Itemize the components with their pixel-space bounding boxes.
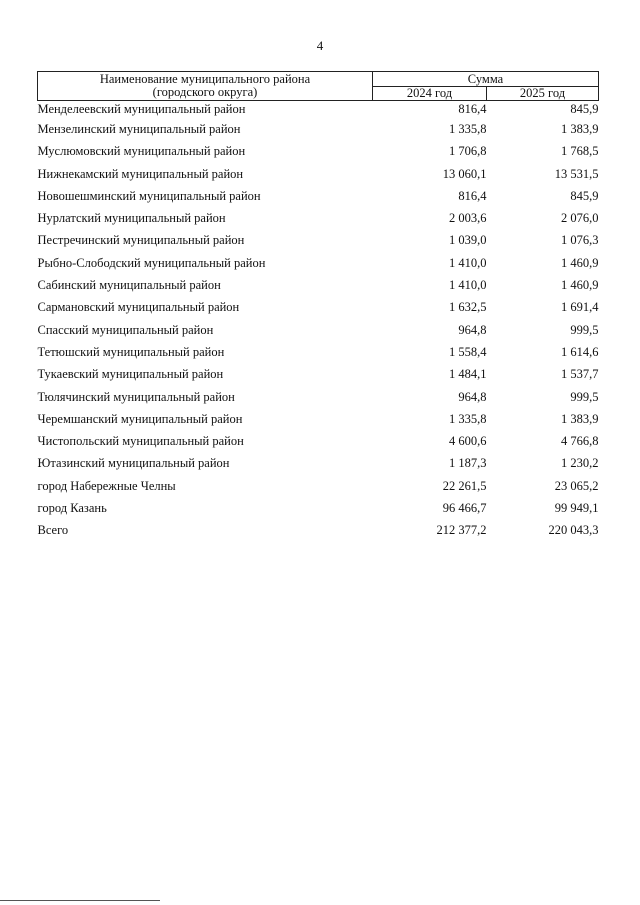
table-header xyxy=(38,72,599,101)
row-value-2025: 2 076,0 xyxy=(561,211,599,226)
row-name-cell: город Набережные Челны xyxy=(37,478,176,493)
row-value-2025: 1 383,9 xyxy=(561,411,599,426)
row-value-2025: 23 065,2 xyxy=(554,478,599,493)
page-number: 4 xyxy=(316,38,324,53)
row-value-2025: 1 768,5 xyxy=(561,144,599,159)
row-value-2025: 845,9 xyxy=(570,102,599,116)
row-value-2024: 1 335,8 xyxy=(449,122,487,136)
table-row xyxy=(38,212,599,234)
row-name-cell: Рыбно-Слободский муниципальный район xyxy=(37,255,266,270)
column-header-name xyxy=(38,72,373,101)
row-value-2024: 1 039,0 xyxy=(449,233,487,248)
row-value-2024: 96 466,7 xyxy=(442,501,487,516)
table-row xyxy=(38,301,599,323)
row-name-cell: Нурлатский муниципальный район xyxy=(37,211,226,226)
row-value-2024: 1 187,3 xyxy=(449,456,487,471)
row-value-2025: 4 766,8 xyxy=(561,434,599,449)
row-value-2024: 816,4 xyxy=(458,102,487,116)
table-row xyxy=(38,480,599,502)
row-name-cell: Всего xyxy=(37,523,69,538)
table-row xyxy=(38,123,599,145)
footer-rule xyxy=(0,900,160,901)
table-row xyxy=(38,324,599,346)
row-value-2025: 220 043,3 xyxy=(548,523,599,538)
row-value-2024: 1 706,8 xyxy=(449,144,487,159)
column-header-year-2024: 2024 год xyxy=(373,87,487,101)
table-row xyxy=(38,190,599,212)
table-row xyxy=(38,279,599,301)
table-row xyxy=(38,435,599,457)
row-value-2025: 999,5 xyxy=(570,322,599,337)
row-value-2024: 1 558,4 xyxy=(449,344,487,359)
row-name-cell: Сабинский муниципальный район xyxy=(37,278,221,293)
table-row xyxy=(38,368,599,390)
row-value-2025: 845,9 xyxy=(570,188,599,203)
row-name-cell: Ютазинский муниципальный район xyxy=(37,456,230,471)
table-row xyxy=(38,524,599,546)
table-row xyxy=(38,168,599,190)
row-name-cell: город Казань xyxy=(37,501,107,516)
row-value-2025: 999,5 xyxy=(570,389,599,404)
row-name-cell: Муслюмовский муниципальный район xyxy=(37,144,246,159)
table-row xyxy=(38,257,599,279)
table-row xyxy=(38,457,599,479)
row-value-2025: 1 537,7 xyxy=(561,367,599,382)
row-name-cell: Сармановский муниципальный район xyxy=(37,300,240,315)
row-name-cell: Тюлячинский муниципальный район xyxy=(37,389,235,404)
row-value-2024: 1 410,0 xyxy=(449,255,487,270)
table-row xyxy=(38,234,599,256)
row-value-2025: 13 531,5 xyxy=(554,166,599,181)
row-value-2025: 1 460,9 xyxy=(561,278,599,293)
row-name-cell: Новошешминский муниципальный район xyxy=(37,188,261,203)
column-header-name-line1: Наименование муниципального района xyxy=(99,72,311,86)
row-name-cell: Мензелинский муниципальный район xyxy=(37,122,241,136)
row-value-2025: 1 614,6 xyxy=(561,344,599,359)
table-row xyxy=(38,502,599,524)
table-row xyxy=(38,346,599,368)
row-name-cell: Чистопольский муниципальный район xyxy=(37,434,244,449)
row-value-2024: 13 060,1 xyxy=(442,166,487,181)
row-name-cell: Пестречинский муниципальный район xyxy=(37,233,245,248)
budget-table xyxy=(37,71,599,547)
table-row xyxy=(38,413,599,435)
row-value-2025: 1 076,3 xyxy=(561,233,599,248)
table-row xyxy=(38,145,599,167)
row-value-2025: 1 230,2 xyxy=(561,456,599,471)
table-row xyxy=(38,101,599,124)
row-value-2024: 1 335,8 xyxy=(449,411,487,426)
row-value-2024: 1 410,0 xyxy=(449,278,487,293)
row-value-2024: 964,8 xyxy=(458,389,487,404)
row-value-2025: 1 691,4 xyxy=(561,300,599,315)
row-name-cell: Черемшанский муниципальный район xyxy=(37,411,243,426)
column-header-sum: Сумма xyxy=(373,72,599,87)
column-header-name-line2: (городского округа) xyxy=(152,85,258,99)
row-name-cell: Нижнекамский муниципальный район xyxy=(37,166,244,181)
row-value-2025: 1 383,9 xyxy=(561,122,599,136)
row-value-2024: 212 377,2 xyxy=(436,523,487,538)
table-body xyxy=(38,101,599,547)
row-value-2024: 1 484,1 xyxy=(449,367,487,382)
row-value-2025: 1 460,9 xyxy=(561,255,599,270)
table-row xyxy=(38,391,599,413)
row-name-cell: Тукаевский муниципальный район xyxy=(37,367,224,382)
row-name-cell: Менделеевский муниципальный район xyxy=(37,102,246,116)
row-value-2024: 4 600,6 xyxy=(449,434,487,449)
row-name-cell: Тетюшский муниципальный район xyxy=(37,344,225,359)
row-value-2024: 22 261,5 xyxy=(442,478,487,493)
row-value-2024: 2 003,6 xyxy=(449,211,487,226)
row-value-2024: 1 632,5 xyxy=(449,300,487,315)
row-value-2025: 99 949,1 xyxy=(554,501,599,516)
column-header-year-2025: 2025 год xyxy=(487,87,599,101)
row-name-cell: Спасский муниципальный район xyxy=(37,322,214,337)
row-value-2024: 816,4 xyxy=(458,188,487,203)
row-value-2024: 964,8 xyxy=(458,322,487,337)
